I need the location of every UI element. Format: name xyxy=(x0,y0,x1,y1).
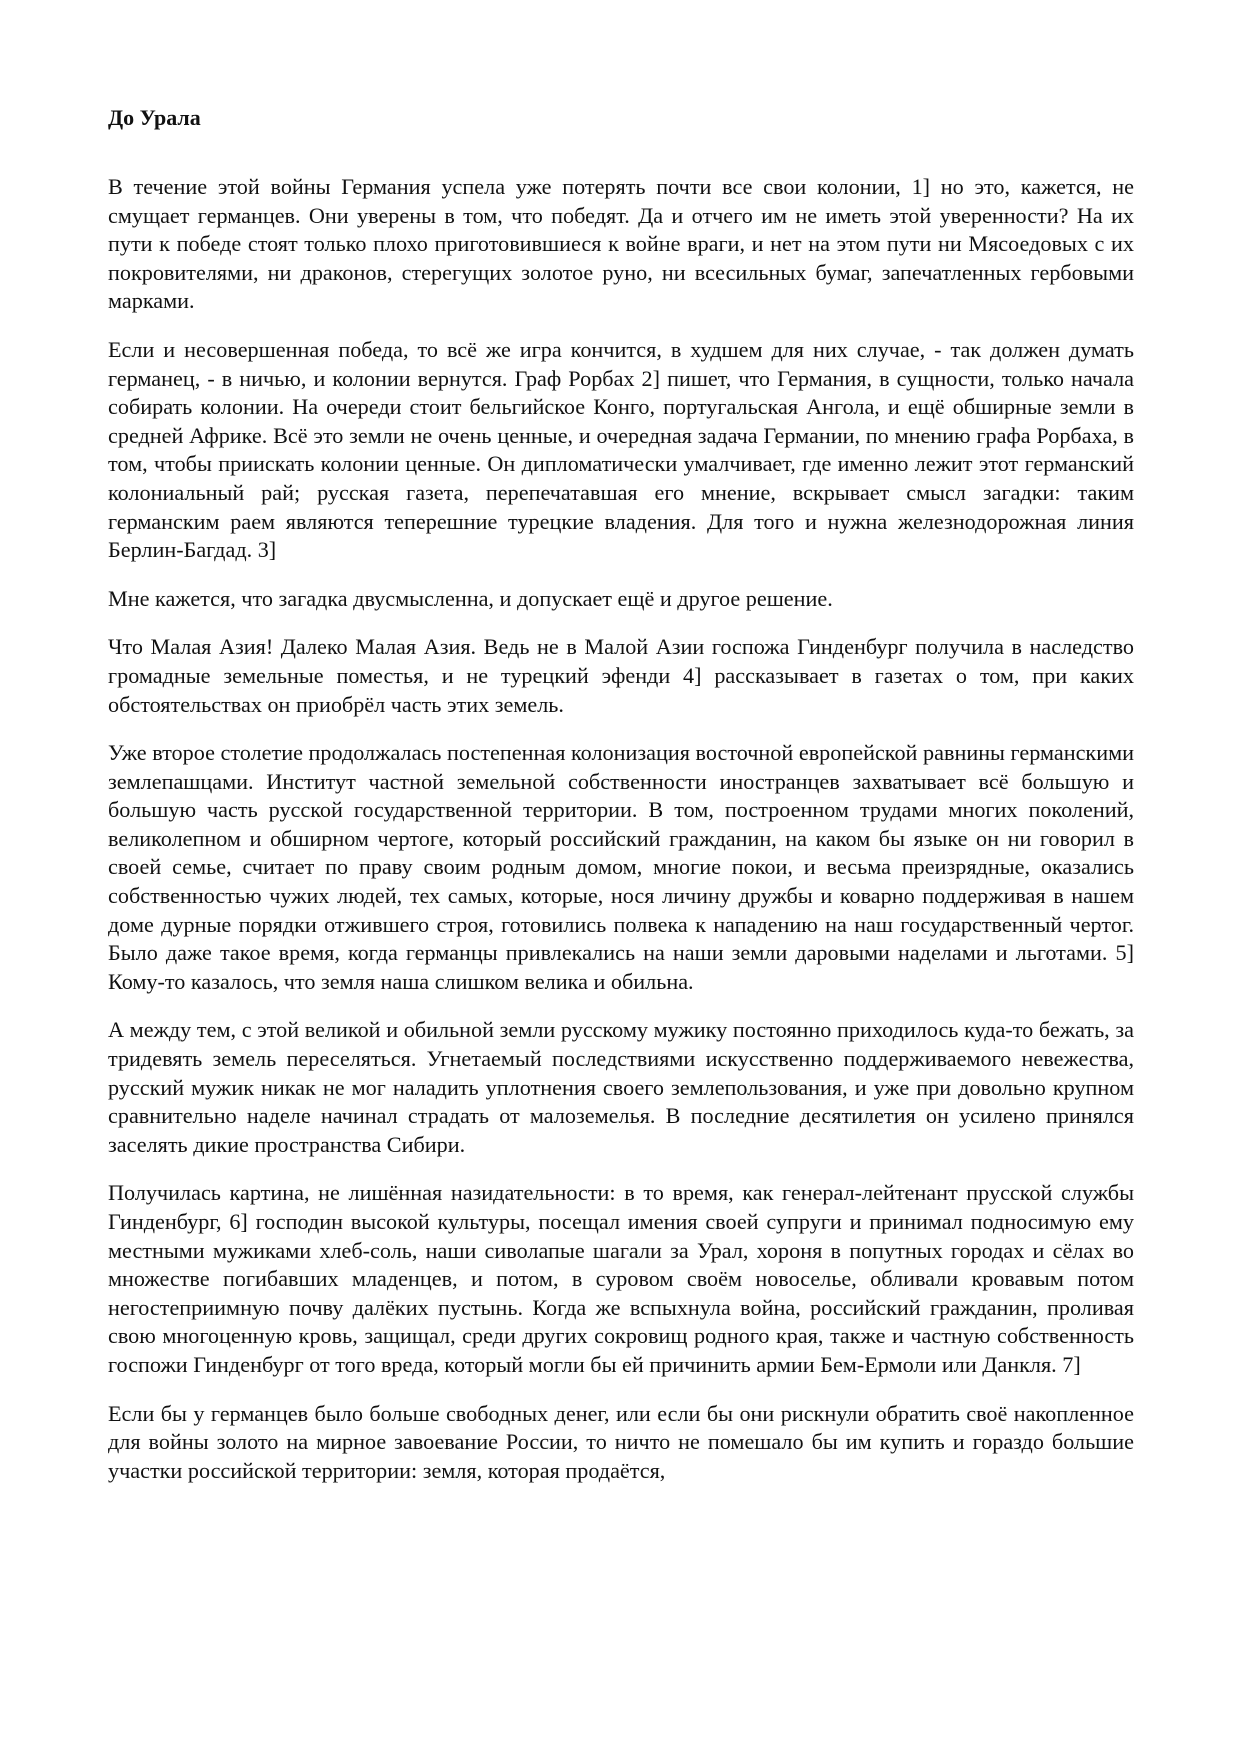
paragraph: Уже второе столетие продолжалась постепенная колонизация восточной европейской равнины германскими землепашцами. Институт частной земельной собственности иностранцев захватывает всё большую и большую часть русской государственной территории. В том, построенном трудами многих поколений, великолепном и обширном чертоге, который российский гражданин, на каком бы языке он ни говорил в своей семье, считает по праву своим родным домом, многие покои, и весьма преизрядные, оказались собственностью чужих людей, тех самых, которые, нося личину дружбы и коварно поддерживая в нашем доме дурные порядки отжившего строя, готовились полвека к нападению на наш государственный чертог. Было даже такое время, когда германцы привлекались на наши земли даровыми наделами и льготами. 5] Кому-то казалось, что земля наша слишком велика и обильна. xyxy=(108,740,1134,994)
paragraph: Если бы у германцев было больше свободных денег, или если бы они рискнули обратить своё накопленное для войны золото на мирное завоевание России, то ничто не помешало бы им купить и гораздо большие участки российской территории: земля, которая продаётся, xyxy=(108,1400,1134,1483)
paragraph: А между тем, с этой великой и обильной земли русскому мужику постоянно приходилось куда-то бежать, за тридевять земель переселяться. Угнетаемый последствиями искусственно поддерживаемого невежества, русский мужик никак не мог наладить уплотнения своего землепользования, и уже при довольно крупном сравнительно наделе начинал страдать от малоземелья. В последние десятилетия он усилено принялся заселять дикие пространства Сибири. xyxy=(108,1017,1134,1157)
paragraph: В течение этой войны Германия успела уже потерять почти все свои колонии, 1] но это, кажется, не смущает германцев. Они уверены в том, что победят. Да и отчего им не иметь этой уверенности? На их пути к победе стоят только плохо приготовившиеся к войне враги, и нет на этом пути ни Мясоедовых с их покровителями, ни драконов, стерегущих золотое руно, ни всесильных бумаг, запечатленных гербовыми марками. xyxy=(108,174,1134,314)
paragraph: Мне кажется, что загадка двусмысленна, и допускает ещё и другое решение. xyxy=(108,585,833,611)
paragraph: Если и несовершенная победа, то всё же игра кончится, в худшем для них случае, - так должен думать германец, - в ничью, и колонии вернутся. Граф Рорбах 2] пишет, что Германия, в сущности, только начала собирать колонии. На очереди стоит бельгийское Конго, португальская Ангола, и ещё обширные земли в средней Африке. Всё это земли не очень ценные, и очередная задача Германии, по мнению графа Рорбаха, в том, чтобы приискать колонии ценные. Он дипломатически умалчивает, где именно лежит этот германский колониальный рай; русская газета, перепечатавшая его мнение, вскрывает смысл загадки: таким германским раем являются теперешние турецкие владения. Для того и нужна железнодорожная линия Берлин-Багдад. 3] xyxy=(108,336,1134,563)
paragraph: Получилась картина, не лишённая назидательности: в то время, как генерал-лейтенант прусской службы Гинденбург, 6] господин высокой культуры, посещал имения своей супруги и принимал подносимую ему местными мужиками хлеб-соль, наши сиволапые шагали за Урал, хороня в попутных городах и сёлах во множестве погибавших младенцев, и потом, в суровом своём новоселье, обливали кровавым потом негостеприимную почву далёких пустынь. Когда же вспыхнула война, российский гражданин, проливая свою многоценную кровь, защищал, среди других сокровищ родного края, также и частную собственность госпожи Гинденбург от того вреда, который могли бы ей причинить армии Бем-Ермоли или Данкля. 7] xyxy=(108,1180,1134,1377)
document-title: До Урала xyxy=(108,105,201,130)
paragraph: Что Малая Азия! Далеко Малая Азия. Ведь не в Малой Азии госпожа Гинденбург получила в наследство громадные земельные поместья, и не турецкий эфенди 4] рассказывает в газетах о том, при каких обстоятельствах он приобрёл часть этих земель. xyxy=(108,634,1134,717)
